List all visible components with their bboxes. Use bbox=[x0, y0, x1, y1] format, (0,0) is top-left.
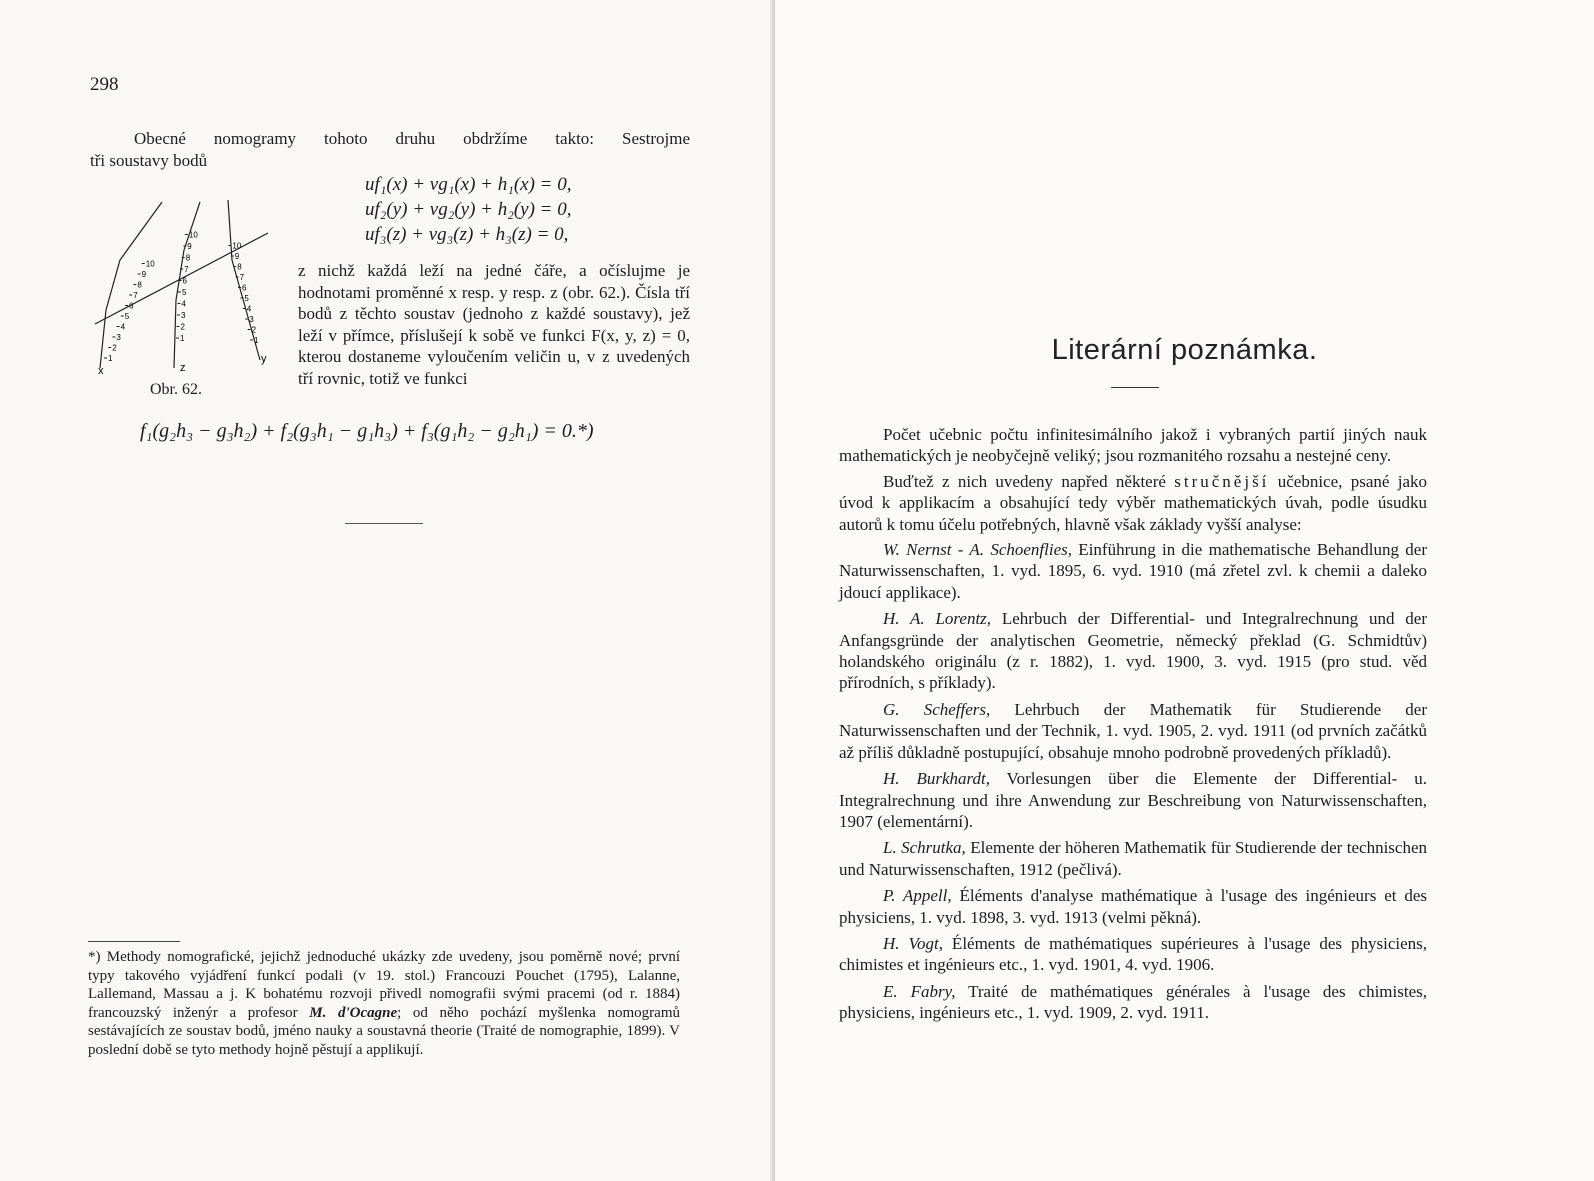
equation-2: uf₂(y) + vg₂(y) + h₂(y) = 0, bbox=[365, 199, 572, 220]
y-scale-tick-label: 8 bbox=[237, 262, 242, 272]
reference-author: E. Fabry, bbox=[883, 981, 956, 1001]
x-scale-tick-label: 10 bbox=[145, 259, 155, 269]
z-scale-tick-label: 2 bbox=[180, 322, 185, 332]
x-scale-tick-label: 8 bbox=[137, 280, 142, 290]
reference-text: Lehrbuch der Differential- und Integralrechnung und der Anfangsgründe der analytischen Geometrie, německý překlad (G. Schmidtův) holandského originálu (z r. 1882), 1. vyd. 1900, 3. vyd. 1915 (pro stud. věd přírodních, s příklady). bbox=[839, 609, 1427, 693]
z-scale-tick-label: 7 bbox=[184, 265, 189, 274]
reference-item bbox=[839, 933, 1427, 976]
x-axis-curve bbox=[100, 202, 162, 368]
x-scale-tick-label: 1 bbox=[108, 354, 113, 363]
y-scale-ticks bbox=[228, 242, 259, 346]
intro-text bbox=[90, 128, 690, 172]
paragraph-2 bbox=[839, 471, 1427, 535]
reference-text: Einführung in die mathematische Behandlung der Naturwissenschaften, 1. vyd. 1895, 6. vyd. 1910 (má zřetel zvl. k chemii a daleko jdoucí applikace). bbox=[839, 540, 1427, 602]
reference-author: P. Appell, bbox=[883, 886, 952, 906]
y-scale-tick-label: 9 bbox=[234, 252, 240, 261]
y-scale-tick-label: 1 bbox=[254, 336, 259, 345]
reference-author: H. A. Lorentz, bbox=[883, 609, 992, 629]
x-scale-ticks bbox=[104, 260, 155, 364]
paragraph-2-start: Buďtež z nich uvedeny napřed některé bbox=[883, 471, 1175, 491]
y-scale-tick-label: 7 bbox=[239, 273, 245, 282]
reference-text: Traité de mathématiques générales à l'usage des chimistes, physiciens, ingénieurs etc., 1. vyd. 1909, 2. vyd. 1911. bbox=[839, 981, 1428, 1023]
paragraph-1: Počet učebnic počtu infinitesimálního jakož i vybraných partií jiných nauk mathematických je neobyčejně veliký; jsou rozmanitého rozsahu a nestejné ceny. bbox=[839, 425, 1427, 466]
reference-item bbox=[839, 885, 1427, 928]
x-scale-tick-label: 5 bbox=[124, 312, 130, 321]
x-scale-tick-label: 2 bbox=[112, 343, 117, 353]
emphasis-text: stručnější bbox=[1174, 471, 1270, 491]
heading-rule bbox=[1111, 387, 1159, 388]
reference-author: W. Nernst - A. Schoenflies, bbox=[883, 540, 1073, 560]
page-number: 298 bbox=[90, 74, 119, 95]
reference-item bbox=[839, 608, 1427, 694]
y-scale-tick-label: 10 bbox=[232, 241, 242, 251]
reference-text: Lehrbuch der Mathematik für Studierende der Naturwissenschaften und der Technik, 1. vyd. 1905, 2. vyd. 1911 (od prvních začátků až příliš důkladně postupující, obsahuje mnoho podrobně provedených příkladů). bbox=[839, 699, 1427, 762]
z-scale-tick-label: 5 bbox=[182, 288, 187, 297]
z-scale-tick-label: 6 bbox=[182, 276, 187, 286]
left-page bbox=[0, 0, 775, 1181]
reference-author: H. Vogt, bbox=[883, 933, 943, 953]
equation-3: uf₃(z) + vg₃(z) + h₃(z) = 0, bbox=[365, 224, 569, 245]
x-scale-tick-label: 4 bbox=[120, 322, 126, 332]
section-heading: Literární poznámka. bbox=[1051, 334, 1318, 366]
y-scale-tick-label: 2 bbox=[251, 325, 257, 335]
z-scale-tick-label: 8 bbox=[185, 253, 191, 263]
x-scale-tick-label: 9 bbox=[141, 270, 147, 279]
y-scale-tick-label: 6 bbox=[242, 283, 247, 293]
nomogram-diagram bbox=[90, 190, 290, 385]
equation-1: uf₁(x) + vg₁(x) + h₁(x) = 0, bbox=[365, 174, 572, 195]
footnote-text-1: *) Methody nomografické, jejichž jednoduché ukázky zde uvedeny, jsou poměrně nové; první typy takového vyjádření funkcí podali (v 19. stol.) Francouzi Pouchet (1795), Lalanne, Lallemand, Massau a j. K bohatému rozvoji přivedl nomografii svými pracemi (od r. 1884) francouzský inženýr a profesor bbox=[88, 949, 680, 1021]
reference-text: Elemente der höheren Mathematik für Studierende der technischen und Naturwissenschaften, 1912 (pečlivá). bbox=[839, 838, 1427, 879]
x-scale-tick-label: 6 bbox=[129, 301, 134, 311]
z-scale-ticks bbox=[176, 231, 198, 344]
z-scale-tick-label: 10 bbox=[188, 230, 198, 240]
reference-item bbox=[839, 768, 1427, 832]
intro-line-2: tři soustavy bodů bbox=[90, 151, 208, 170]
main-equation: f₁(g₂h₃ − g₃h₂) + f₂(g₃h₁ − g₁h₃) + f₃(g₁h₂ − g₂h₁) = 0.*) bbox=[140, 420, 594, 442]
y-scale-tick-label: 3 bbox=[249, 315, 254, 324]
y-scale-tick-label: 5 bbox=[244, 294, 249, 303]
reference-text: Éléments de mathématiques supérieures à l'usage des physiciens, chimistes et ingénieurs etc., 1. vyd. 1901, 4. vyd. 1906. bbox=[839, 933, 1427, 975]
reference-author: H. Burkhardt, bbox=[883, 769, 990, 789]
reference-text: Vorlesungen über die Elemente der Differential- u. Integralrechnung und ihre Anwendung zur Beschreibung von Naturwissenschaften, 1907 (elementární). bbox=[839, 769, 1427, 831]
right-page bbox=[775, 0, 1594, 1181]
explanation-text: z nichž každá leží na jedné čáře, a očíslujme je hodnotami proměnné x resp. y resp. z (obr. 62.). Čísla tří bodů z těchto soustav (jednoho z každé soustavy), jež leží v přímce, příslušejí k sobě ve funkci F(x, y, z) = 0, kterou dostaneme vyloučením veličin u, v z uvedených tří rovnic, totiž ve funkci bbox=[298, 261, 690, 388]
x-scale-tick-label: 7 bbox=[133, 291, 138, 300]
nomogram-figure bbox=[90, 190, 290, 385]
z-axis-label: z bbox=[180, 362, 186, 374]
intro-line-1: Obecné nomogramy tohoto druhu obdržíme takto: Sestrojme bbox=[134, 129, 690, 148]
reference-item bbox=[839, 539, 1427, 603]
footnote-rule bbox=[88, 941, 180, 942]
equation-system bbox=[365, 172, 572, 247]
footnote-text-2: ; od něho pochází myšlenka nomogramů sestávajících ze soustav bodů, jméno nauky a soustavná theorie (Traité de nomographie, 1899). V poslední době se tyto methody hojně pěstují a applikují. bbox=[88, 1004, 681, 1058]
footnote bbox=[88, 948, 680, 1059]
footnote-author: M. d'Ocagne bbox=[309, 1004, 398, 1021]
reference-item bbox=[839, 981, 1427, 1024]
x-scale-tick-label: 3 bbox=[116, 333, 121, 342]
reference-author: G. Scheffers, bbox=[883, 699, 991, 719]
z-scale-tick-label: 3 bbox=[181, 311, 186, 320]
z-scale-tick-label: 9 bbox=[187, 242, 192, 251]
reference-author: L. Schrutka, bbox=[883, 838, 966, 858]
z-axis-curve bbox=[174, 202, 200, 368]
figure-caption: Obr. 62. bbox=[150, 381, 202, 398]
z-scale-tick-label: 4 bbox=[181, 299, 186, 309]
y-scale-tick-label: 4 bbox=[246, 304, 252, 314]
y-axis-label: y bbox=[261, 353, 267, 365]
reference-item bbox=[839, 837, 1427, 880]
reference-text: Éléments d'analyse mathématique à l'usage des ingénieurs et des physiciens, 1. vyd. 1898, 3. vyd. 1913 (velmi pěkná). bbox=[839, 886, 1427, 927]
paragraph-2-end: učebnice, psané jako úvod k applikacím a obsahující tedy výběr mathematických úvah, podle úsudku autorů k tomu účelu potřebných, hlavně však základy vyšší analyse: bbox=[839, 471, 1427, 534]
z-scale-tick-label: 1 bbox=[180, 334, 185, 343]
section-divider bbox=[345, 523, 423, 524]
literature-content bbox=[839, 424, 1427, 1029]
reference-list bbox=[839, 539, 1427, 1024]
reference-item bbox=[839, 699, 1427, 763]
x-axis-label: x bbox=[98, 365, 104, 377]
